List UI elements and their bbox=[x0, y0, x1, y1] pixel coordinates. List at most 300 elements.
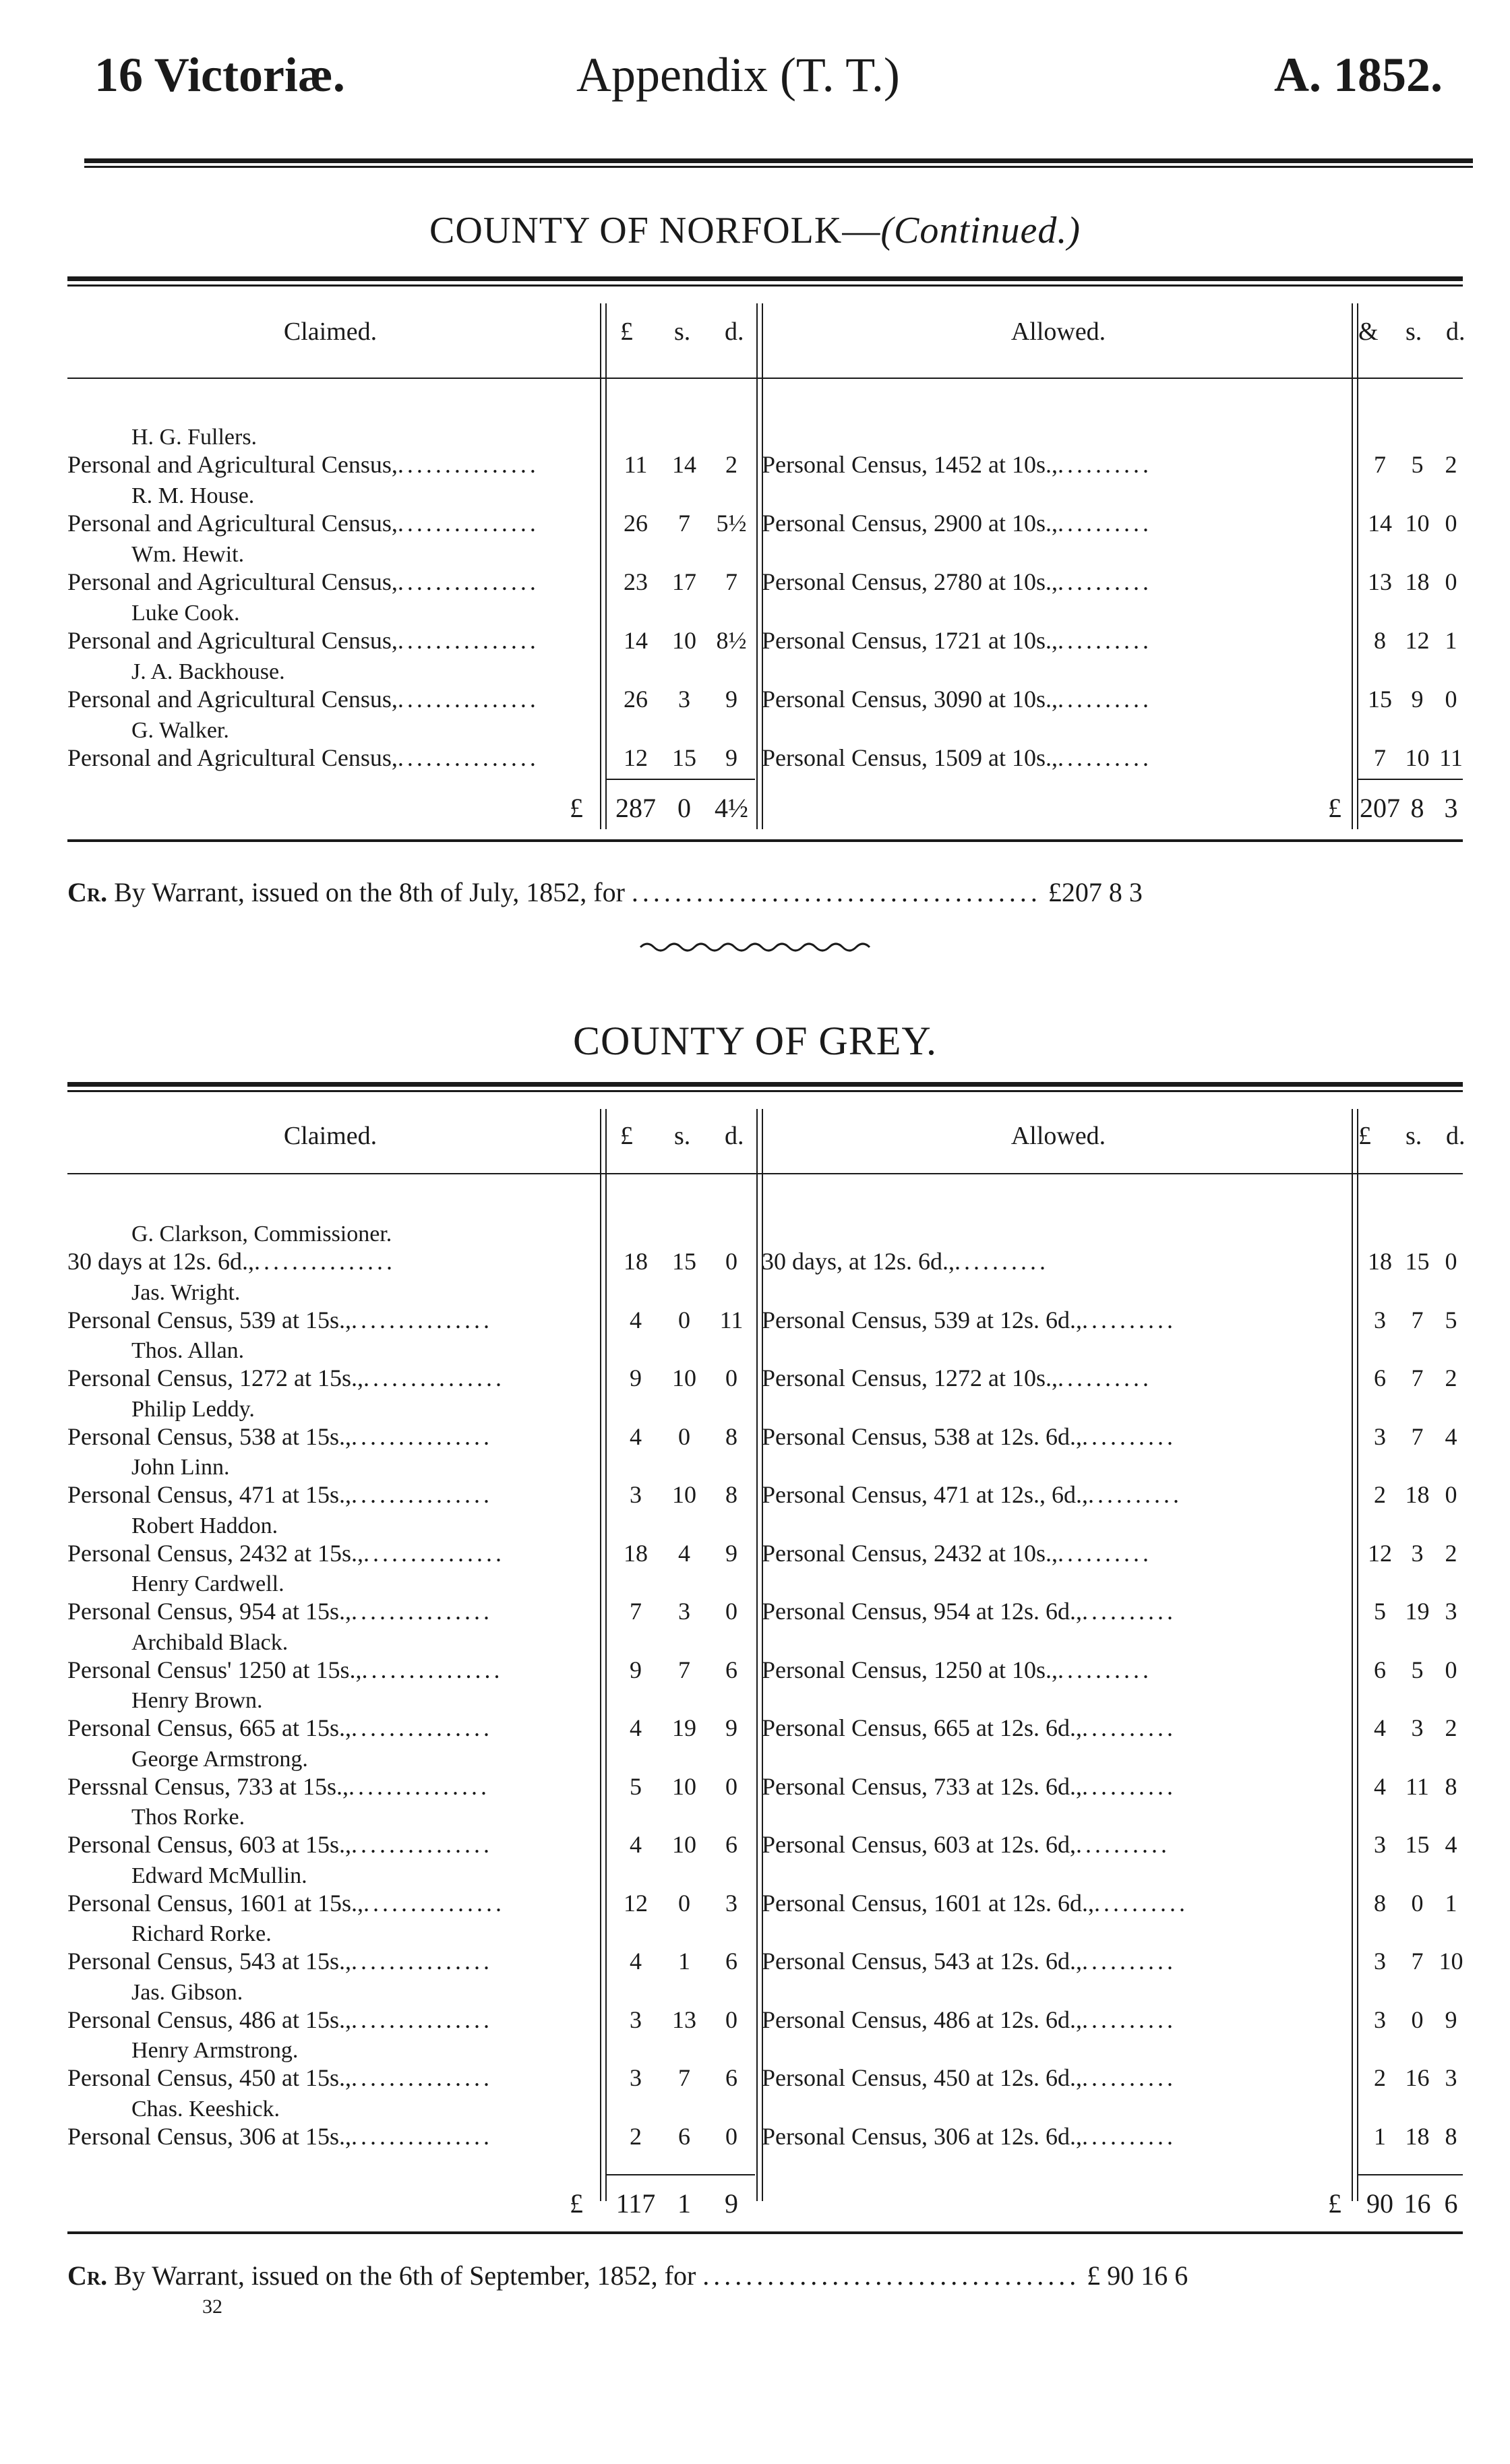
claimed-pounds: 9 bbox=[630, 1656, 642, 1683]
allowed-shillings: 16 bbox=[1405, 2064, 1430, 2091]
claimed-shillings: 15 bbox=[672, 744, 696, 771]
claimed-pounds: 3 bbox=[630, 2064, 642, 2091]
leader-dots: ............... bbox=[397, 510, 539, 537]
allowed-description: Personal Census, 603 at 12s. 6d, bbox=[762, 1831, 1076, 1858]
allowed-description: Personal Census, 538 at 12s. 6d., bbox=[762, 1422, 1082, 1450]
allowed-cell bbox=[762, 1830, 1355, 1859]
header-center: Appendix (T. T.) bbox=[576, 48, 900, 102]
claimant-name: Henry Brown. bbox=[131, 1688, 263, 1713]
claimed-shillings: 4 bbox=[678, 1539, 690, 1567]
total-allowed-symbol: £ bbox=[1328, 2188, 1341, 2219]
allowed-description: Personal Census, 2900 at 10s., bbox=[762, 510, 1058, 537]
claimed-pounds: 3 bbox=[630, 1481, 642, 1508]
total-allowed-symbol: £ bbox=[1328, 793, 1341, 823]
credit-amount: £207 8 3 bbox=[1048, 877, 1143, 907]
table-row bbox=[67, 542, 1463, 597]
claimed-pence: 8 bbox=[725, 1481, 737, 1508]
allowed-cell bbox=[762, 1247, 1355, 1275]
credit-text: By Warrant, issued on the 6th of September, 1852, for bbox=[114, 2260, 696, 2291]
allowed-pounds: 7 bbox=[1374, 744, 1386, 771]
allowed-pounds: 13 bbox=[1368, 568, 1392, 595]
allowed-shillings: 7 bbox=[1411, 1306, 1424, 1333]
allowed-pence: 2 bbox=[1445, 1714, 1457, 1741]
table-top-rule-thin bbox=[67, 1090, 1463, 1092]
leader-dots: .......... bbox=[1081, 1306, 1176, 1333]
claimed-shillings: 1 bbox=[678, 1948, 690, 1975]
claimed-description: Personal Census, 471 at 15s., bbox=[67, 1481, 351, 1508]
claimed-shillings: 7 bbox=[678, 2064, 690, 2091]
leader-dots: .......... bbox=[1087, 1481, 1182, 1508]
table-row bbox=[67, 1921, 1463, 1977]
norfolk-total-row bbox=[67, 792, 1463, 826]
allowed-description: 30 days, at 12s. 6d., bbox=[762, 1248, 955, 1275]
leader-dots: ............... bbox=[351, 1948, 493, 1975]
allowed-pence: 8 bbox=[1445, 1772, 1457, 1800]
sum-rule bbox=[607, 779, 755, 780]
claimed-shillings: 13 bbox=[672, 2006, 696, 2033]
grey-total-row bbox=[67, 2188, 1463, 2221]
col-claimed-header: Claimed. bbox=[283, 318, 378, 346]
leader-dots: .......... bbox=[1057, 744, 1152, 771]
leader-dots: ............... bbox=[397, 627, 539, 654]
claimed-pounds: 12 bbox=[624, 744, 648, 771]
allowed-cell bbox=[762, 1597, 1355, 1625]
allowed-description: Personal Census, 1509 at 10s., bbox=[762, 744, 1058, 771]
allowed-pence: 0 bbox=[1445, 1248, 1457, 1275]
credit-label: Cr. bbox=[67, 2260, 108, 2291]
claimant-name: J. A. Backhouse. bbox=[131, 659, 285, 684]
leader-dots: ............... bbox=[351, 1831, 493, 1858]
table-row bbox=[67, 1222, 1463, 1277]
allowed-pence: 9 bbox=[1445, 2006, 1457, 2033]
table-row bbox=[67, 1863, 1463, 1919]
total-claimed-shillings: 1 bbox=[677, 2188, 691, 2219]
leader-dots: .......... bbox=[1057, 1539, 1152, 1567]
allowed-pence: 2 bbox=[1445, 1539, 1457, 1567]
claimed-description: Perssnal Census, 733 at 15s., bbox=[67, 1772, 349, 1800]
claimed-pence: 6 bbox=[725, 1656, 737, 1683]
leader-dots: ............... bbox=[397, 686, 539, 713]
leader-dots: .......... bbox=[1081, 2006, 1176, 2033]
allowed-pounds: 6 bbox=[1374, 1364, 1386, 1391]
claimed-pence: 6 bbox=[725, 2064, 737, 2091]
allowed-pounds: 4 bbox=[1374, 1772, 1386, 1800]
total-allowed-pounds: 207 bbox=[1360, 793, 1400, 823]
header-rule bbox=[67, 378, 1463, 379]
allowed-description: Personal Census, 471 at 12s., 6d., bbox=[762, 1481, 1088, 1508]
allowed-pounds: 14 bbox=[1368, 510, 1392, 537]
allowed-cell bbox=[762, 1539, 1355, 1567]
allowed-shillings: 0 bbox=[1411, 1889, 1424, 1917]
claimed-pounds: 4 bbox=[630, 1306, 642, 1333]
allowed-shillings: 11 bbox=[1406, 1772, 1429, 1800]
table-row bbox=[67, 1979, 1463, 2035]
allowed-pounds: 4 bbox=[1374, 1714, 1386, 1741]
claimed-cell bbox=[67, 1889, 593, 1917]
table-top-rule bbox=[67, 1082, 1463, 1087]
allowed-shillings: 7 bbox=[1411, 1422, 1424, 1450]
claimed-pence: 0 bbox=[725, 2006, 737, 2033]
allowed-description: Personal Census, 486 at 12s. 6d., bbox=[762, 2006, 1082, 2033]
col-pound-header-alt: & bbox=[1358, 318, 1379, 346]
allowed-cell bbox=[762, 2122, 1355, 2151]
table-row bbox=[67, 483, 1463, 539]
allowed-shillings: 10 bbox=[1405, 510, 1430, 537]
leader-dots: .......... bbox=[1081, 1714, 1176, 1741]
allowed-description: Personal Census, 733 at 12s. 6d., bbox=[762, 1772, 1082, 1800]
claimed-pounds: 18 bbox=[624, 1248, 648, 1275]
leader-dots: ............... bbox=[349, 1772, 490, 1800]
claimed-cell bbox=[67, 626, 593, 655]
claimed-cell bbox=[67, 1714, 593, 1742]
claimed-cell bbox=[67, 450, 593, 479]
sum-rule bbox=[607, 2174, 755, 2175]
allowed-cell bbox=[762, 1422, 1355, 1451]
total-claimed-pence: 9 bbox=[725, 2188, 738, 2219]
allowed-cell bbox=[762, 509, 1355, 537]
claimed-cell bbox=[67, 685, 593, 713]
allowed-shillings: 12 bbox=[1405, 627, 1430, 654]
claimant-name: Thos Rorke. bbox=[131, 1805, 245, 1830]
total-allowed-shillings: 8 bbox=[1410, 793, 1424, 823]
total-allowed-shillings: 16 bbox=[1403, 2188, 1431, 2219]
table-row bbox=[67, 659, 1463, 715]
claimed-cell bbox=[67, 2006, 593, 2034]
claimed-cell bbox=[67, 744, 593, 772]
claimed-description: Personal Census, 1272 at 15s., bbox=[67, 1364, 363, 1391]
allowed-pence: 0 bbox=[1445, 1656, 1457, 1683]
credit-label: Cr. bbox=[67, 877, 108, 907]
claimed-pounds: 7 bbox=[630, 1598, 642, 1625]
leader-dots: .......... bbox=[1057, 568, 1152, 595]
table-row bbox=[67, 1280, 1463, 1335]
allowed-pence: 2 bbox=[1445, 451, 1457, 478]
claimant-name: Robert Haddon. bbox=[131, 1513, 278, 1538]
allowed-pounds: 3 bbox=[1374, 1422, 1386, 1450]
leader-dots: .......... bbox=[1081, 2122, 1176, 2150]
claimed-description: Personal Census, 2432 at 15s., bbox=[67, 1539, 363, 1567]
allowed-shillings: 18 bbox=[1405, 568, 1430, 595]
leader-dots: .......... bbox=[1057, 510, 1152, 537]
claimed-pounds: 14 bbox=[624, 627, 648, 654]
col-claimed-header: Claimed. bbox=[283, 1122, 378, 1150]
claimed-cell bbox=[67, 2122, 593, 2151]
claimed-shillings: 0 bbox=[678, 1306, 690, 1333]
claimed-pence: 9 bbox=[725, 1539, 737, 1567]
table-row bbox=[67, 2038, 1463, 2093]
allowed-cell bbox=[762, 1947, 1355, 1975]
allowed-cell bbox=[762, 1480, 1355, 1509]
claimed-cell bbox=[67, 1830, 593, 1859]
allowed-description: Personal Census, 1721 at 10s., bbox=[762, 627, 1058, 654]
claimed-cell bbox=[67, 2064, 593, 2092]
leader-dots: .......... bbox=[1081, 1772, 1176, 1800]
credit-text: By Warrant, issued on the 8th of July, 1852, for bbox=[114, 877, 625, 907]
table-top-rule bbox=[67, 276, 1463, 281]
allowed-pence: 1 bbox=[1445, 1889, 1457, 1917]
allowed-cell bbox=[762, 1364, 1355, 1392]
allowed-description: Personal Census, 1272 at 10s., bbox=[762, 1364, 1058, 1391]
leader-dots: ............... bbox=[363, 1364, 505, 1391]
claimed-pence: 6 bbox=[725, 1831, 737, 1858]
claimed-description: Personal Census, 1601 at 15s., bbox=[67, 1889, 363, 1917]
allowed-cell bbox=[762, 685, 1355, 713]
table-row bbox=[67, 1338, 1463, 1393]
allowed-pence: 0 bbox=[1445, 568, 1457, 595]
col-shilling-header: s. bbox=[1406, 318, 1422, 346]
header-rule-thin bbox=[84, 166, 1473, 168]
allowed-pence: 2 bbox=[1445, 1364, 1457, 1391]
header-left: 16 Victoriæ. bbox=[94, 48, 345, 102]
claimed-pence: 0 bbox=[725, 1364, 737, 1391]
allowed-shillings: 10 bbox=[1405, 744, 1430, 771]
allowed-pounds: 3 bbox=[1374, 1306, 1386, 1333]
claimant-name: George Armstrong. bbox=[131, 1746, 308, 1772]
allowed-description: Personal Census, 450 at 12s. 6d., bbox=[762, 2064, 1082, 2091]
claimed-description: Personal and Agricultural Census, bbox=[67, 744, 398, 771]
col-pound-header: £ bbox=[620, 318, 633, 346]
allowed-cell bbox=[762, 450, 1355, 479]
norfolk-credit-line bbox=[67, 876, 1463, 908]
claimed-description: Personal Census' 1250 at 15s., bbox=[67, 1656, 362, 1683]
claimed-pounds: 4 bbox=[630, 1948, 642, 1975]
claimed-pounds: 4 bbox=[630, 1422, 642, 1450]
leader-dots: .......... bbox=[1057, 1656, 1152, 1683]
allowed-pence: 0 bbox=[1445, 510, 1457, 537]
claimed-description: Personal Census, 306 at 15s., bbox=[67, 2122, 351, 2150]
claimed-description: 30 days at 12s. 6d., bbox=[67, 1248, 254, 1275]
claimed-pounds: 3 bbox=[630, 2006, 642, 2033]
claimed-cell bbox=[67, 568, 593, 596]
credit-leader: ................................... bbox=[702, 2260, 1081, 2291]
leader-dots: ............... bbox=[351, 1598, 493, 1625]
claimed-shillings: 10 bbox=[672, 1364, 696, 1391]
claimed-cell bbox=[67, 1947, 593, 1975]
claimed-pence: 2 bbox=[725, 451, 737, 478]
claimed-pounds: 9 bbox=[630, 1364, 642, 1391]
allowed-description: Personal Census, 1250 at 10s., bbox=[762, 1656, 1058, 1683]
claimed-pounds: 23 bbox=[624, 568, 648, 595]
allowed-pounds: 3 bbox=[1374, 1831, 1386, 1858]
claimant-name: Thos. Allan. bbox=[131, 1338, 245, 1363]
allowed-description: Personal Census, 3090 at 10s., bbox=[762, 686, 1058, 713]
claimed-pence: 9 bbox=[725, 1714, 737, 1741]
claimed-pounds: 11 bbox=[624, 451, 648, 478]
claimed-description: Personal Census, 486 at 15s., bbox=[67, 2006, 351, 2033]
claimed-cell bbox=[67, 1772, 593, 1801]
allowed-pounds: 12 bbox=[1368, 1539, 1392, 1567]
total-claimed-symbol: £ bbox=[570, 2188, 583, 2219]
table-row bbox=[67, 1571, 1463, 1627]
col-pence-header: d. bbox=[1446, 318, 1466, 346]
allowed-shillings: 18 bbox=[1405, 1481, 1430, 1508]
allowed-shillings: 3 bbox=[1411, 1714, 1424, 1741]
allowed-pence: 11 bbox=[1439, 744, 1463, 771]
total-claimed-symbol: £ bbox=[570, 793, 583, 823]
claimant-name: Henry Armstrong. bbox=[131, 2038, 299, 2063]
claimed-cell bbox=[67, 1364, 593, 1392]
sum-rule bbox=[1358, 2174, 1463, 2175]
claimant-name: G. Clarkson, Commissioner. bbox=[131, 1222, 392, 1246]
allowed-shillings: 5 bbox=[1411, 451, 1424, 478]
claimed-pence: 0 bbox=[725, 1248, 737, 1275]
table-row bbox=[67, 425, 1463, 480]
col-pound-header: £ bbox=[1358, 1122, 1371, 1150]
claimed-pence: 3 bbox=[725, 1889, 737, 1917]
allowed-cell bbox=[762, 2064, 1355, 2092]
table-row bbox=[67, 2096, 1463, 2152]
claimed-shillings: 0 bbox=[678, 1889, 690, 1917]
claimed-pence: 5½ bbox=[716, 510, 747, 537]
header-rule bbox=[67, 1173, 1463, 1174]
claimed-pence: 7 bbox=[725, 568, 737, 595]
leader-dots: ............... bbox=[397, 568, 539, 595]
claimed-description: Personal and Agricultural Census, bbox=[67, 510, 398, 537]
leader-dots: .......... bbox=[1081, 1598, 1176, 1625]
claimed-pence: 8½ bbox=[716, 627, 747, 654]
claimed-shillings: 10 bbox=[672, 1831, 696, 1858]
claimant-name: Jas. Gibson. bbox=[131, 1979, 243, 2005]
allowed-cell bbox=[762, 1714, 1355, 1742]
leader-dots: ............... bbox=[351, 2122, 493, 2150]
grey-credit-line bbox=[67, 2260, 1463, 2291]
claimed-shillings: 0 bbox=[678, 1422, 690, 1450]
allowed-cell bbox=[762, 2006, 1355, 2034]
allowed-pounds: 7 bbox=[1374, 451, 1386, 478]
allowed-shillings: 5 bbox=[1411, 1656, 1424, 1683]
header-rule bbox=[84, 158, 1473, 163]
claimant-name: H. G. Fullers. bbox=[131, 425, 258, 450]
table-bottom-rule bbox=[67, 839, 1463, 842]
claimed-pounds: 2 bbox=[630, 2122, 642, 2150]
sum-rule bbox=[1358, 779, 1463, 780]
table-row bbox=[67, 1629, 1463, 1685]
table-row bbox=[67, 1746, 1463, 1802]
claimed-pounds: 26 bbox=[624, 510, 648, 537]
claimed-cell bbox=[67, 1247, 593, 1275]
table-row bbox=[67, 1455, 1463, 1510]
claimed-shillings: 10 bbox=[672, 627, 696, 654]
claimant-name: Wm. Hewit. bbox=[131, 542, 245, 567]
folio-number: 32 bbox=[202, 2295, 222, 2318]
claimed-pounds: 12 bbox=[624, 1889, 648, 1917]
claimed-description: Personal and Agricultural Census, bbox=[67, 568, 398, 595]
claimed-pence: 9 bbox=[725, 744, 737, 771]
allowed-pounds: 5 bbox=[1374, 1598, 1386, 1625]
col-pence-header: d. bbox=[725, 318, 744, 346]
claimed-shillings: 3 bbox=[678, 686, 690, 713]
allowed-cell bbox=[762, 744, 1355, 772]
claimed-cell bbox=[67, 1597, 593, 1625]
allowed-cell bbox=[762, 626, 1355, 655]
credit-leader: ...................................... bbox=[631, 877, 1041, 907]
leader-dots: .......... bbox=[1075, 1831, 1170, 1858]
total-claimed-shillings: 0 bbox=[677, 793, 691, 823]
allowed-shillings: 15 bbox=[1405, 1248, 1430, 1275]
allowed-pounds: 8 bbox=[1374, 1889, 1386, 1917]
leader-dots: .......... bbox=[1057, 627, 1152, 654]
col-pence-header: d. bbox=[725, 1122, 744, 1150]
claimed-cell bbox=[67, 1306, 593, 1334]
claimed-pence: 9 bbox=[725, 686, 737, 713]
allowed-shillings: 7 bbox=[1411, 1364, 1424, 1391]
claimed-shillings: 7 bbox=[678, 1656, 690, 1683]
col-allowed-header: Allowed. bbox=[1010, 1122, 1106, 1150]
norfolk-table bbox=[67, 276, 1466, 870]
allowed-description: Personal Census, 1601 at 12s. 6d., bbox=[762, 1889, 1094, 1917]
allowed-pounds: 1 bbox=[1374, 2122, 1386, 2150]
claimant-name: Edward McMullin. bbox=[131, 1863, 307, 1888]
allowed-cell bbox=[762, 1306, 1355, 1334]
allowed-description: Personal Census, 665 at 12s. 6d., bbox=[762, 1714, 1082, 1741]
allowed-pence: 5 bbox=[1445, 1306, 1457, 1333]
table-row bbox=[67, 1805, 1463, 1860]
header-right: A. 1852. bbox=[1274, 48, 1443, 102]
total-allowed-pounds: 90 bbox=[1366, 2188, 1393, 2219]
claimed-shillings: 19 bbox=[672, 1714, 696, 1741]
allowed-pounds: 18 bbox=[1368, 1248, 1392, 1275]
allowed-pence: 0 bbox=[1445, 686, 1457, 713]
allowed-description: Personal Census, 306 at 12s. 6d., bbox=[762, 2122, 1082, 2150]
allowed-pounds: 2 bbox=[1374, 2064, 1386, 2091]
total-claimed-pounds: 117 bbox=[615, 2188, 656, 2219]
allowed-pounds: 2 bbox=[1374, 1481, 1386, 1508]
claimant-name: John Linn. bbox=[131, 1455, 230, 1480]
allowed-shillings: 19 bbox=[1405, 1598, 1430, 1625]
claimed-description: Personal and Agricultural Census, bbox=[67, 686, 398, 713]
allowed-shillings: 15 bbox=[1405, 1831, 1430, 1858]
allowed-shillings: 7 bbox=[1411, 1948, 1424, 1975]
total-allowed-pence: 6 bbox=[1444, 2188, 1458, 2219]
claimed-cell bbox=[67, 1422, 593, 1451]
leader-dots: .......... bbox=[1081, 1948, 1176, 1975]
claimed-description: Personal Census, 538 at 15s., bbox=[67, 1422, 351, 1450]
allowed-pence: 8 bbox=[1445, 2122, 1457, 2150]
claimed-shillings: 7 bbox=[678, 510, 690, 537]
leader-dots: .......... bbox=[1093, 1889, 1188, 1917]
allowed-description: Personal Census, 2432 at 10s., bbox=[762, 1539, 1058, 1567]
col-pound-header: £ bbox=[620, 1122, 633, 1150]
claimed-pounds: 26 bbox=[624, 686, 648, 713]
total-allowed-pence: 3 bbox=[1444, 793, 1458, 823]
leader-dots: .......... bbox=[1057, 1364, 1152, 1391]
allowed-pounds: 8 bbox=[1374, 627, 1386, 654]
claimed-description: Personal Census, 450 at 15s., bbox=[67, 2064, 351, 2091]
claimant-name: Henry Cardwell. bbox=[131, 1571, 284, 1596]
leader-dots: .......... bbox=[1081, 1422, 1176, 1450]
claimed-pence: 0 bbox=[725, 2122, 737, 2150]
allowed-pence: 3 bbox=[1445, 1598, 1457, 1625]
claimed-pence: 6 bbox=[725, 1948, 737, 1975]
claimed-cell bbox=[67, 509, 593, 537]
claimed-shillings: 10 bbox=[672, 1481, 696, 1508]
allowed-pounds: 6 bbox=[1374, 1656, 1386, 1683]
claimed-shillings: 15 bbox=[672, 1248, 696, 1275]
leader-dots: ............... bbox=[361, 1656, 504, 1683]
claimed-cell bbox=[67, 1539, 593, 1567]
allowed-description: Personal Census, 2780 at 10s., bbox=[762, 568, 1058, 595]
allowed-pence: 10 bbox=[1439, 1948, 1463, 1975]
leader-dots: .......... bbox=[1057, 686, 1152, 713]
claimed-shillings: 6 bbox=[678, 2122, 690, 2150]
claimed-pounds: 18 bbox=[624, 1539, 648, 1567]
table-row bbox=[67, 718, 1463, 773]
claimed-description: Personal Census, 543 at 15s., bbox=[67, 1948, 351, 1975]
allowed-cell bbox=[762, 1656, 1355, 1684]
claimed-shillings: 17 bbox=[672, 568, 696, 595]
claimant-name: G. Walker. bbox=[131, 718, 229, 743]
allowed-description: Personal Census, 954 at 12s. 6d., bbox=[762, 1598, 1082, 1625]
